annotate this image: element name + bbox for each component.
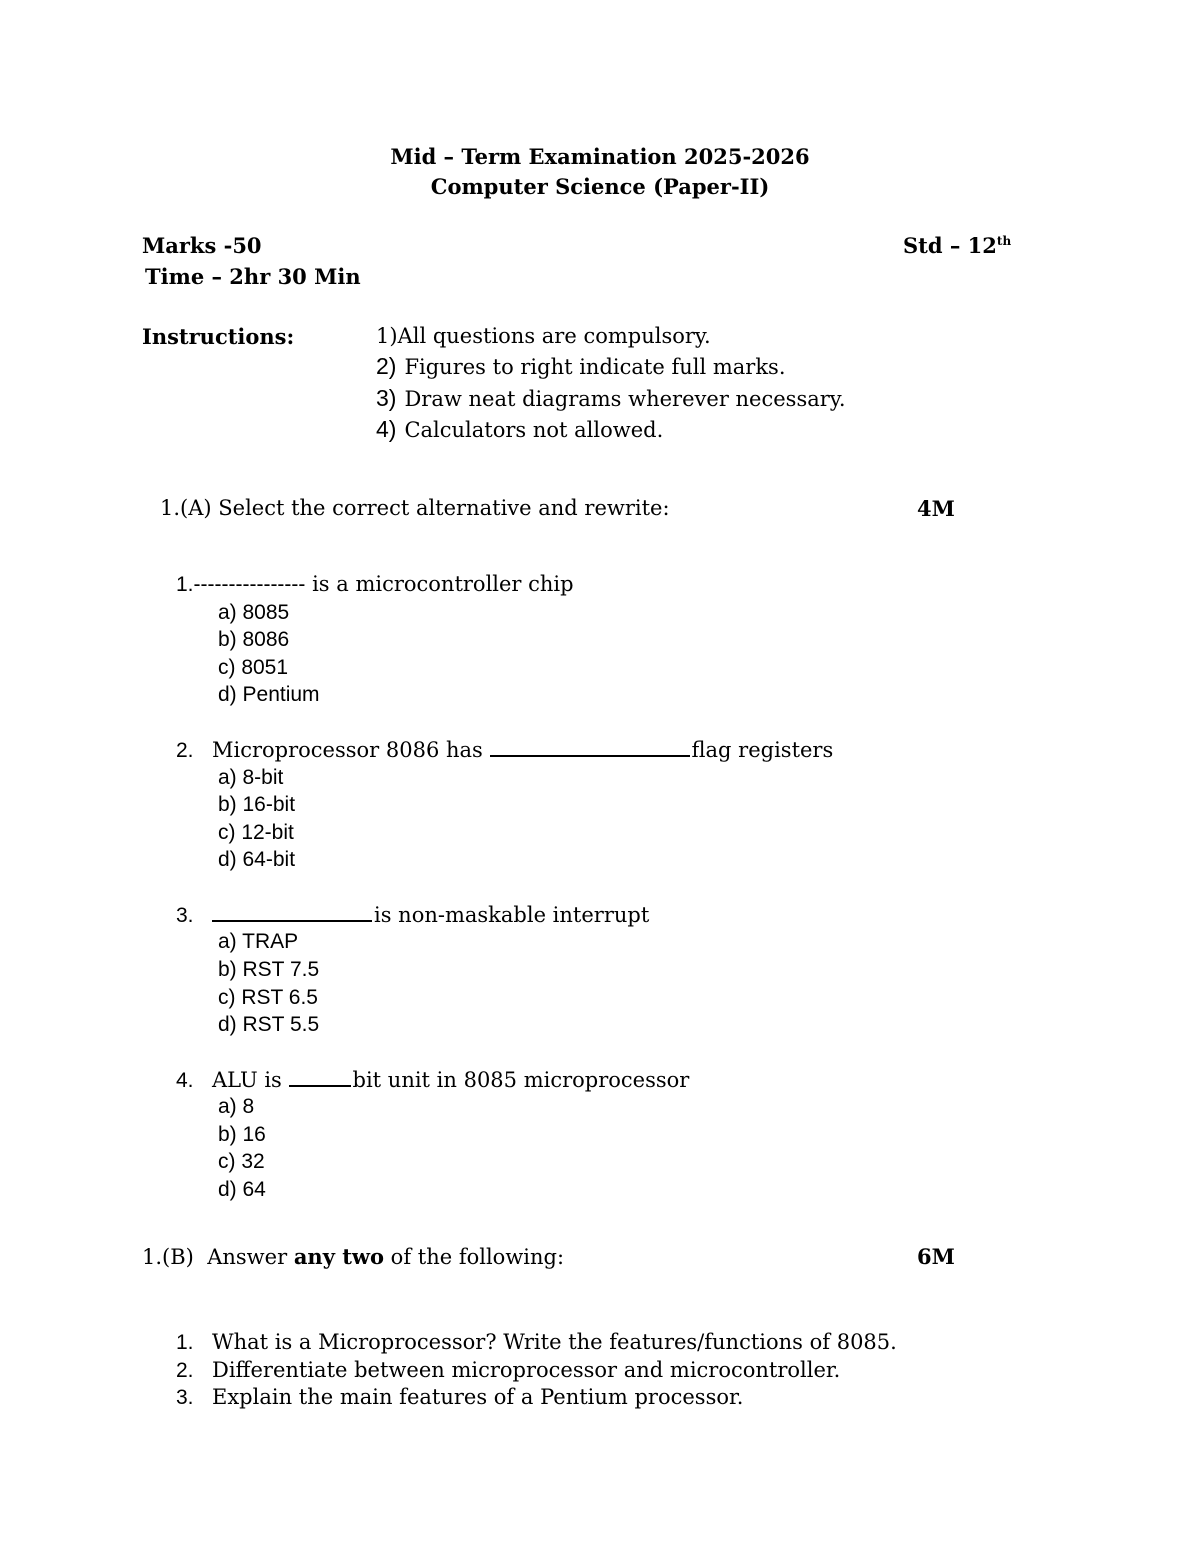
sb-question-2: Differentiate between microprocessor and microcontroller.	[212, 1358, 841, 1382]
q4-option-b: b) 16	[218, 1123, 266, 1146]
question-2: Microprocessor 8086 has flag registers	[212, 738, 834, 762]
question-1: 1.---------------- is a microcontroller chip	[176, 572, 574, 596]
q3-option-a: a) TRAP	[218, 930, 299, 953]
instruction-item-1: 1)All questions are compulsory.	[376, 324, 711, 348]
q1-option-b: b) 8086	[218, 628, 290, 651]
q3-option-c: c) RST 6.5	[218, 986, 318, 1009]
sb-q1-number: 1.	[176, 1331, 194, 1354]
q3-blank	[212, 919, 372, 922]
section-b-heading: 1.(B) Answer any two of the following:	[142, 1244, 565, 1269]
section-b-marks: 6M	[917, 1244, 955, 1269]
std-label: Std – 12th	[903, 233, 1012, 258]
q3-number: 3.	[176, 904, 194, 927]
q4-option-a: a) 8	[218, 1095, 255, 1118]
q2-number: 2.	[176, 739, 194, 762]
sb-question-3: Explain the main features of a Pentium processor.	[212, 1385, 744, 1409]
sb-q2-number: 2.	[176, 1359, 194, 1382]
time-label: Time – 2hr 30 Min	[145, 264, 361, 289]
question-3: is non-maskable interrupt	[212, 905, 649, 926]
instruction-item-2: 2) Figures to right indicate full marks.	[376, 353, 786, 379]
marks-label: Marks -50	[142, 233, 262, 258]
q4-number: 4.	[176, 1069, 194, 1092]
q4-option-c: c) 32	[218, 1150, 265, 1173]
exam-title: Mid – Term Examination 2025-2026	[390, 144, 810, 169]
sb-q3-number: 3.	[176, 1386, 194, 1409]
q3-option-b: b) RST 7.5	[218, 958, 320, 981]
q4-blank	[289, 1084, 351, 1087]
q2-blank	[490, 754, 690, 757]
q1-option-c: c) 8051	[218, 656, 289, 679]
instructions-label: Instructions:	[142, 324, 295, 349]
q2-option-a: a) 8-bit	[218, 766, 284, 789]
q3-option-d: d) RST 5.5	[218, 1013, 320, 1036]
q1-option-d: d) Pentium	[218, 683, 320, 706]
section-a-heading: 1.(A) Select the correct alternative and rewrite:	[160, 496, 670, 520]
section-a-marks: 4M	[917, 496, 955, 521]
q2-option-d: d) 64-bit	[218, 848, 296, 871]
q1-option-a: a) 8085	[218, 601, 290, 624]
question-4: ALU is bit unit in 8085 microprocessor	[212, 1068, 690, 1092]
q2-option-b: b) 16-bit	[218, 793, 296, 816]
exam-subtitle: Computer Science (Paper-II)	[430, 174, 770, 199]
instruction-item-4: 4) Calculators not allowed.	[376, 416, 664, 442]
instruction-item-3: 3) Draw neat diagrams wherever necessary.	[376, 385, 846, 411]
sb-question-1: What is a Microprocessor? Write the features/functions of 8085.	[212, 1330, 897, 1354]
q2-option-c: c) 12-bit	[218, 821, 294, 844]
q4-option-d: d) 64	[218, 1178, 266, 1201]
